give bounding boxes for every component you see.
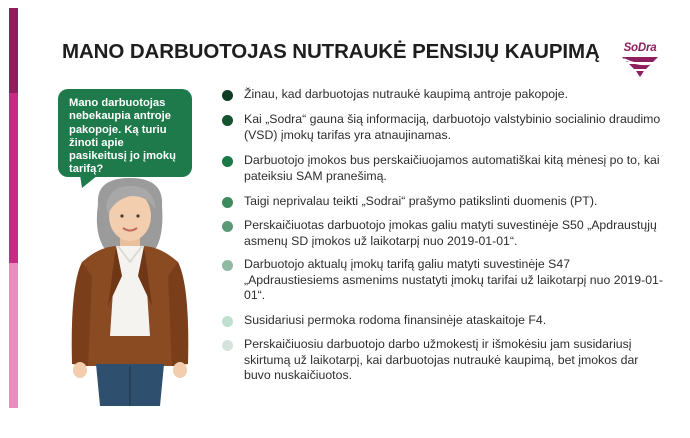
bullet-text: Darbuotojo aktualų įmokų tarifą galiu matyti suvestinėje S47 „Apdraustiesiems asmenims nustatyti įmokų tarifai už laikotarpį nuo 2019-01-01“. — [244, 257, 663, 302]
bullet-dot — [222, 340, 233, 351]
question-text: Mano darbuotojas nebekaupia antroje pakopoje. Ką turiu žinoti apie pasikeitusį jo įmokų tarifą? — [69, 97, 176, 176]
bullet-dot — [222, 90, 233, 101]
bullet-dot — [222, 260, 233, 271]
sodra-logo-text: SoDra — [623, 42, 657, 54]
bullet-text: Žinau, kad darbuotojas nutraukė kaupimą antroje pakopoje. — [244, 87, 569, 101]
sodra-logo-icon — [620, 55, 660, 79]
bullet-dot — [222, 115, 233, 126]
bullet-text: Darbuotojo įmokos bus perskaičiuojamos automatiškai kitą mėnesį po to, kai pateiksiu SAM pranešimą. — [244, 153, 660, 183]
bullet-dot — [222, 221, 233, 232]
question-bubble — [58, 89, 192, 177]
side-stripe-dark — [9, 8, 18, 93]
bullet-text: Taigi neprivalau teikti „Sodrai“ prašymo patikslinti duomenis (PT). — [244, 194, 598, 208]
bullet-text: Kai „Sodra“ gauna šią informaciją, darbuotojo valstybinio socialinio draudimo (VSD) įmokų tarifas yra atnaujinamas. — [244, 112, 661, 142]
bullet-text: Perskaičiuotas darbuotojo įmokas galiu matyti suvestinėje S50 „Apdraustųjų asmenų SD įmokos už laikotarpį nuo 2019-01-01“. — [244, 218, 657, 248]
side-stripe-mid — [9, 93, 18, 263]
bullet-text: Susidariusi permoka rodoma finansinėje ataskaitoje F4. — [244, 313, 547, 327]
person-illustration — [60, 176, 200, 406]
sodra-logo — [612, 42, 668, 80]
bullet-dot — [222, 197, 233, 208]
slide-title: MANO DARBUOTOJAS NUTRAUKĖ PENSIJŲ KAUPIMĄ — [62, 40, 600, 63]
side-stripe-light — [9, 263, 18, 408]
bullet-dot — [222, 156, 233, 167]
bullet-text: Perskaičiuosiu darbuotojo darbo užmokestį ir išmokėsiu jam susidariusį skirtumą už laikotarpį, kai darbuotojas nutraukė kaupimą, bet įmokos dar buvo nuskaičiuotos. — [244, 337, 639, 382]
bullet-dot — [222, 316, 233, 327]
